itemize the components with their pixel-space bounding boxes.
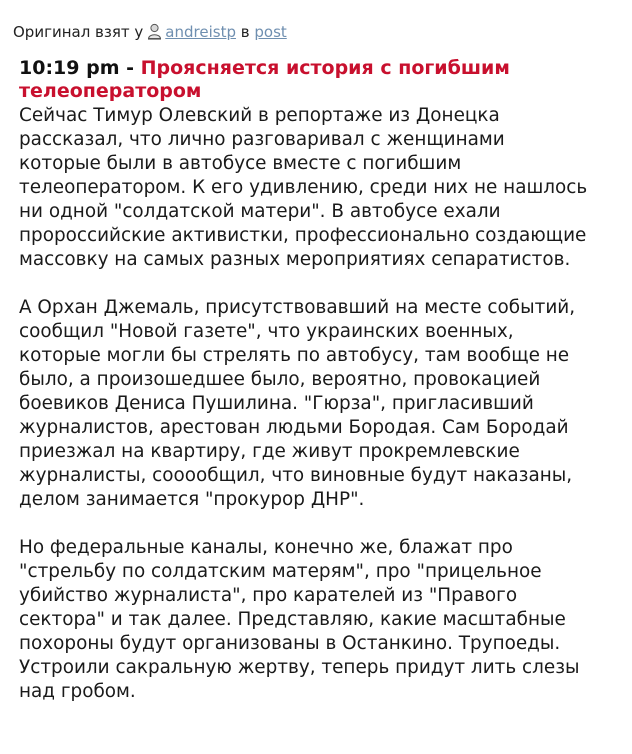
text-line: Устроили сакральную жертву, теперь придут лить слезы	[19, 657, 580, 678]
post-title	[19, 57, 619, 103]
text-line: журналисты, сооообщил, что виновные будут наказаны,	[19, 465, 573, 486]
text-line: сообщил "Новой газете", что украинских военных,	[19, 321, 514, 342]
text-line: массовку на самых разных мероприятиях сепаратистов.	[19, 249, 571, 270]
origin-prefix: Оригинал взят у	[13, 23, 144, 41]
text-line: "стрельбу по солдатским матерям", про "прицельное	[19, 561, 542, 582]
text-line: ни одной "солдатской матери". В автобусе ехали	[19, 201, 501, 222]
text-line: Сейчас Тимур Олевский в репортаже из Донецка	[19, 105, 500, 126]
headline-line-1: Проясняется история с погибшим	[140, 57, 510, 79]
text-line: рассказал, что лично разговаривал с женщинами	[19, 129, 505, 150]
user-icon[interactable]	[147, 23, 162, 40]
origin-line	[13, 22, 287, 42]
text-line: сектора" и так далее. Представляю, какие масштабные	[19, 609, 566, 630]
text-line: приезжал на квартиру, где живут прокремлевские	[19, 441, 520, 462]
text-line: которые были в автобусе вместе с погибшим	[19, 153, 462, 174]
text-line: похороны будут организованы в Останкино. Трупоеды.	[19, 633, 561, 654]
paragraph-3	[19, 536, 631, 704]
in-word: в	[240, 23, 250, 41]
headline-line-2: телеоператором	[19, 80, 202, 102]
text-line: было, а произошедшее было, вероятно, провокацией	[19, 369, 541, 390]
author-link[interactable]: andreistp	[165, 23, 236, 41]
text-line: боевиков Дениса Пушилина. "Гюрза", пригласивший	[19, 393, 534, 414]
post-time: 10:19 pm -	[19, 57, 134, 79]
text-line: А Орхан Джемаль, присутствовавший на месте событий,	[19, 297, 576, 318]
post-body	[19, 104, 631, 704]
paragraph-2	[19, 296, 631, 512]
post-link[interactable]: post	[254, 23, 287, 41]
paragraph-1	[19, 104, 631, 272]
text-line: над гробом.	[19, 681, 136, 702]
text-line: убийство журналиста", про карателей из "Правого	[19, 585, 518, 606]
text-line: журналистов, арестован людьми Бородая. Сам Бородай	[19, 417, 569, 438]
text-line: которые могли бы стрелять по автобусу, там вообще не	[19, 345, 570, 366]
text-line: Но федеральные каналы, конечно же, блажат про	[19, 537, 513, 558]
text-line: пророссийские активистки, профессионально создающие	[19, 225, 587, 246]
text-line: телеоператором. К его удивлению, среди них не нашлось	[19, 177, 588, 198]
text-line: делом занимается "прокурор ДНР".	[19, 489, 365, 510]
